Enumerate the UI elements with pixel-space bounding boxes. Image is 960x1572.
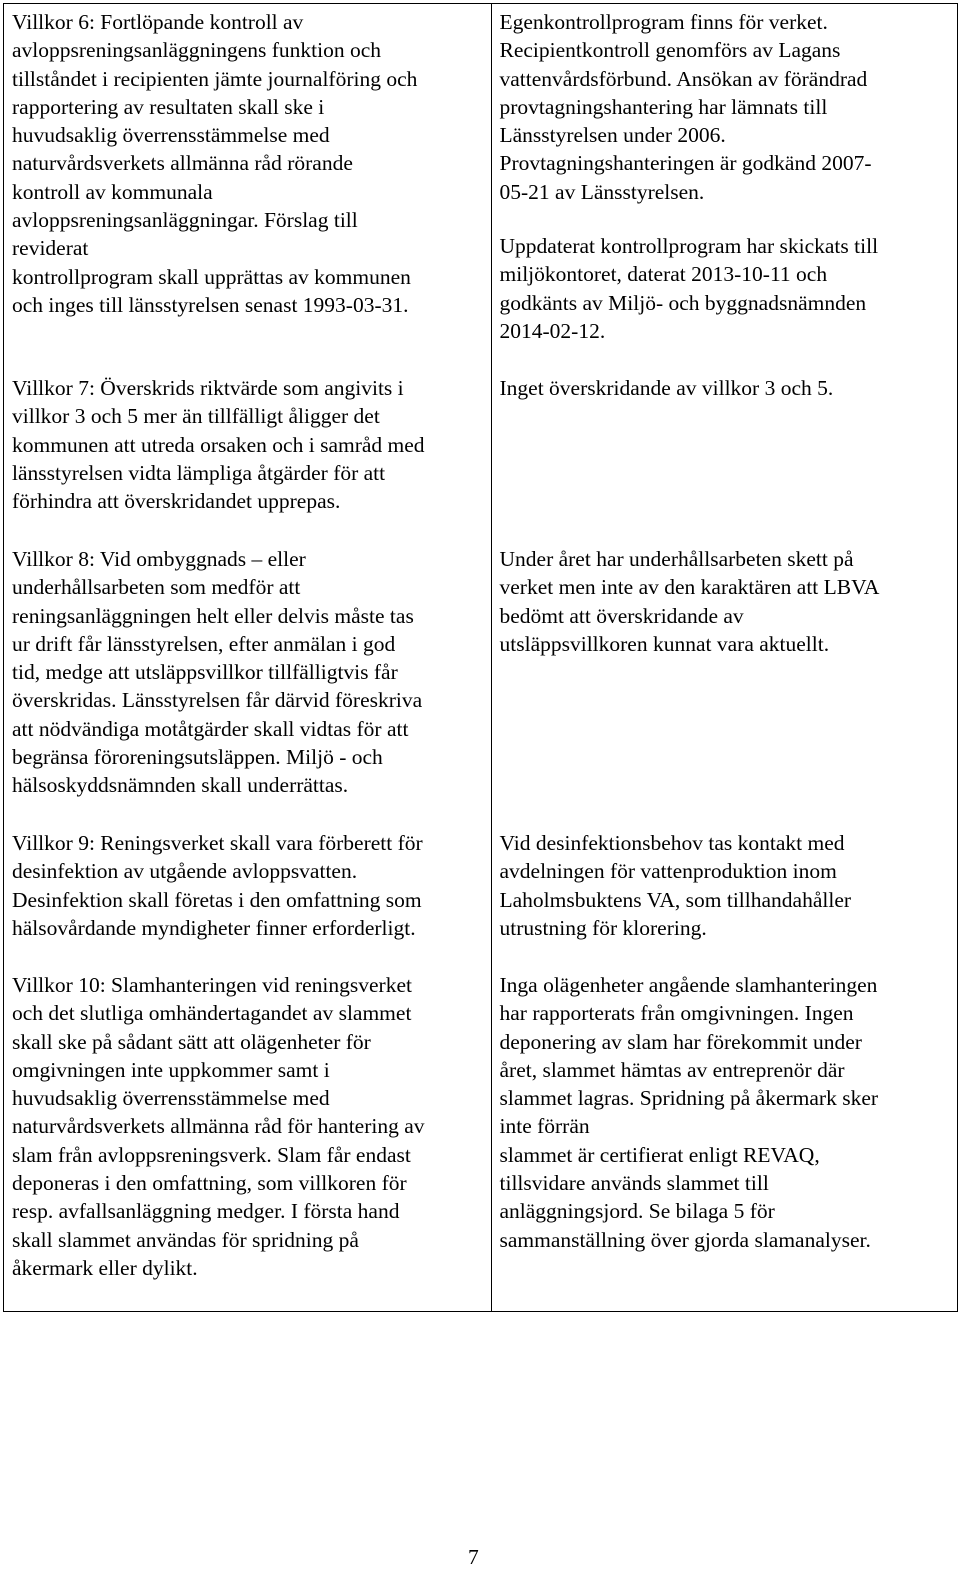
condition-6-text: Villkor 6: Fortlöpande kontroll av avloppsreningsanläggningens funktion och tillståndet i recipienten jämte journalföring och rapportering av resultaten skall ske i huvudsaklig överrensstämmelse med naturvårdsverkets allmänna råd rörande kontroll av kommunala avloppsreningsanläggningar. Förslag till reviderat kontrollprogram skall upprättas av kommunen och inges till länsstyrelsen senast 1993-03-31. (12, 10, 418, 317)
conditions-column (4, 4, 492, 1312)
condition-10-status: Inga olägenheter angående slamhanteringen har rapporterats från omgivningen. Ingen deponering av slam har förekommit under året, slammet hämtas av entreprenör där slammet lagras. Spridning på åkermark sker inte förrän slammet är certifierat enligt REVAQ, tillsvidare används slammet till anläggningsjord. Se bilaga 5 för sammanställning över gjorda slamanalyser. (499, 973, 879, 1252)
condition-8-status: Under året har underhållsarbeten skett på verket men inte av den karaktären att LBVA bedömt att överskridande av utsläppsvillkoren kunnat vara aktuellt. (499, 547, 880, 656)
status-column (491, 4, 958, 1312)
condition-8-text: Villkor 8: Vid ombyggnads – eller underhållsarbeten som medför att reningsanläggningen helt eller delvis måste tas ur drift får länsstyrelsen, efter anmälan i god tid, medge att utsläppsvillkor tillfälligtvis får överskridas. Länsstyrelsen får därvid föreskriva att nödvändiga motåtgärder skall vidtas för att begränsa föroreningsutsläppen. Miljö - och hälsoskyddsnämnden skall underrättas. (12, 547, 423, 798)
page-number: 7 (468, 1545, 479, 1569)
conditions-table (3, 3, 958, 1312)
condition-9-status: Vid desinfektionsbehov tas kontakt med avdelningen för vattenproduktion inom Laholmsbuktens VA, som tillhandahåller utrustning för klorering. (499, 831, 852, 940)
condition-7-text: Villkor 7: Överskrids riktvärde som angivits i villkor 3 och 5 mer än tillfälligt åligger det kommunen att utreda orsaken och i samråd med länsstyrelsen vidta lämpliga åtgärder för att förhindra att överskridandet upprepas. (12, 376, 425, 514)
condition-9-text: Villkor 9: Reningsverket skall vara förberett för desinfektion av utgående avloppsvatten. Desinfektion skall företas i den omfattning som hälsovårdande myndigheter finner erforderligt. (12, 831, 423, 940)
condition-7-status: Inget överskridande av villkor 3 och 5. (499, 376, 834, 400)
condition-6-status: Egenkontrollprogram finns för verket. Recipientkontroll genomförs av Lagans vattenvårdsförbund. Ansökan av förändrad provtagningshantering har lämnats till Länsstyrelsen under 2006. Provtagningshanteringen är godkänd 2007- 05-21 av Länsstyrelsen. (499, 10, 872, 204)
condition-10-text: Villkor 10: Slamhanteringen vid reningsverket och det slutliga omhändertagandet av slammet skall ske på sådant sätt att olägenheter för omgivningen inte uppkommer samt i huvudsaklig överrensstämmelse med naturvårdsverkets allmänna råd för hantering av slam från avloppsreningsverk. Slam får endast deponeras i den omfattning, som villkoren för resp. avfallsanläggning medger. I första hand skall slammet användas för spridning på åkermark eller dylikt. (12, 973, 425, 1280)
condition-6-status-update: Uppdaterat kontrollprogram har skickats till miljökontoret, daterat 2013-10-11 och godkänts av Miljö- och byggnadsnämnden 2014-02-12. (499, 234, 879, 343)
